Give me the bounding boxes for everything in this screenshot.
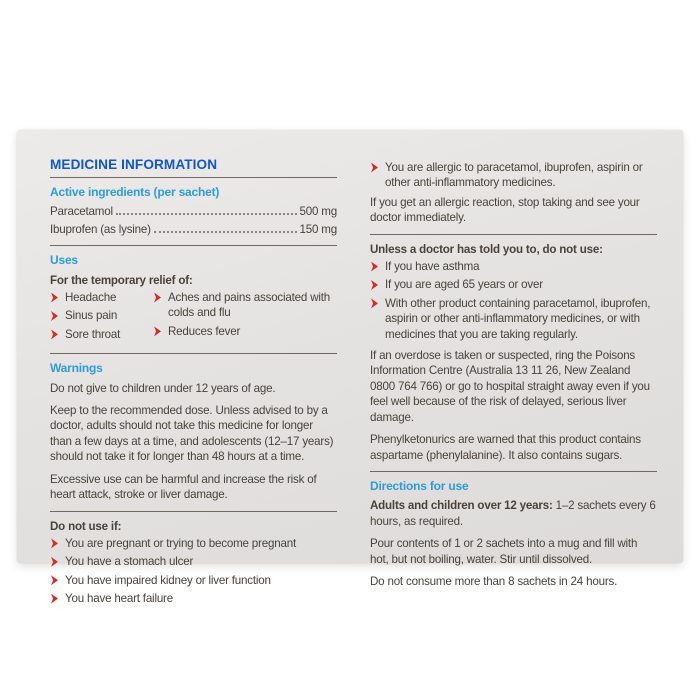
bullet-arrow-icon (51, 293, 58, 303)
do-not-use-heading: Do not use if: (50, 519, 122, 533)
list-item (153, 290, 337, 321)
panel-title: MEDICINE INFORMATION (50, 157, 337, 178)
list-item (370, 259, 657, 274)
bullet-arrow-icon (154, 293, 161, 303)
list-item-label: Sinus pain (65, 309, 118, 323)
section-divider (50, 353, 337, 354)
uses-list (50, 290, 337, 345)
bullet-arrow-icon (154, 326, 161, 336)
bullet-arrow-icon (51, 557, 58, 567)
phenylketonurics-paragraph: Phenylketonurics are warned that this product contains aspartame (phenylalanine). It also contains sugars. (370, 433, 641, 462)
list-item-label: You have impaired kidney or liver function (65, 573, 271, 587)
list-item-label: You are pregnant or trying to become pregnant (65, 536, 296, 550)
dosage-rest: 1–2 sachets every 6 hours, as required. (370, 499, 656, 528)
medicine-info-panel (17, 130, 683, 606)
list-item-label: If you have asthma (385, 260, 480, 274)
warning-paragraph: Keep to the recommended dose. Unless advised to by a doctor, adults should not take this medicine for longer than a few days at a time, and adolescents (12–17 years) should not take it for longer than 48 hours at a time. (50, 404, 334, 464)
list-item (50, 591, 337, 606)
directions-heading: Directions for use (370, 478, 469, 493)
dosage-paragraph (370, 498, 657, 529)
ingredient-name: Ibuprofen (as lysine) (50, 222, 151, 236)
list-item (50, 536, 337, 551)
unless-doctor-heading: Unless a doctor has told you to, do not use: (370, 242, 603, 256)
list-item (50, 554, 337, 569)
list-item (50, 573, 337, 588)
list-item-label: You have heart failure (65, 592, 173, 606)
section-divider (370, 234, 657, 235)
warning-paragraph: Excessive use can be harmful and increase the risk of heart attack, stroke or liver damage. (50, 472, 317, 502)
active-ingredients-heading: Active ingredients (per sachet) (50, 185, 220, 199)
uses-column-2 (153, 290, 337, 345)
uses-heading: Uses (50, 253, 78, 268)
directions-paragraph: Do not consume more than 8 sachets in 24 hours. (370, 574, 618, 588)
warnings-heading: Warnings (50, 361, 103, 376)
bullet-arrow-icon (51, 575, 58, 585)
allergy-paragraph: If you get an allergic reaction, stop taking and see your doctor immediately. (370, 195, 640, 225)
bullet-arrow-icon (51, 329, 58, 339)
bullet-arrow-icon (371, 298, 378, 308)
section-divider (50, 511, 337, 512)
list-item (370, 277, 657, 292)
right-column (370, 157, 657, 588)
list-item-label: You have a stomach ulcer (65, 555, 194, 569)
ingredient-row (50, 222, 337, 237)
left-column (50, 157, 337, 606)
dotted-leader (154, 231, 297, 233)
bullet-arrow-icon (51, 311, 58, 321)
dosage-lead: Adults and children over 12 years: (370, 499, 553, 513)
list-item (370, 296, 657, 342)
warning-paragraph: Do not give to children under 12 years of age. (50, 381, 276, 395)
ingredient-amount: 500 mg (299, 205, 337, 219)
list-item-label: If you are aged 65 years or over (385, 278, 543, 292)
section-divider (50, 245, 337, 246)
ingredient-amount: 150 mg (299, 222, 337, 236)
list-item-label: You are allergic to paracetamol, ibuprofen, aspirin or other anti-inflammatory medicines. (385, 161, 643, 190)
list-item-label: Headache (65, 291, 117, 305)
list-item (370, 160, 657, 191)
bullet-arrow-icon (371, 280, 378, 290)
bullet-arrow-icon (51, 594, 58, 604)
list-item-label: Reduces fever (168, 324, 241, 338)
directions-paragraph: Pour contents of 1 or 2 sachets into a mug and fill with hot, but not boiling, water. Stir until dissolved. (370, 537, 638, 566)
list-item-label: Sore throat (65, 327, 121, 341)
list-item-label: Aches and pains associated with colds and flu (168, 291, 331, 320)
list-item (50, 290, 153, 305)
list-item-label: With other product containing paracetamol, ibuprofen, aspirin or other anti-inflammatory medicines, or with medicines that you are taking regularly. (385, 296, 651, 341)
overdose-paragraph: If an overdose is taken or suspected, ring the Poisons Information Centre (Australia 13 11 26, New Zealand 0800 764 766) or go to hospital straight away even if you feel well because of the risk of delayed, serious liver damage. (370, 349, 650, 424)
section-divider (370, 471, 657, 472)
ingredient-name: Paracetamol (50, 205, 113, 219)
ingredient-row (50, 204, 337, 219)
bullet-arrow-icon (51, 538, 58, 548)
bullet-arrow-icon (371, 262, 378, 272)
dotted-leader (116, 213, 297, 215)
uses-column-1 (50, 290, 153, 345)
uses-intro: For the temporary relief of: (50, 273, 193, 287)
bullet-arrow-icon (371, 163, 378, 173)
list-item (50, 308, 153, 323)
list-item (50, 327, 153, 342)
list-item (153, 324, 337, 339)
